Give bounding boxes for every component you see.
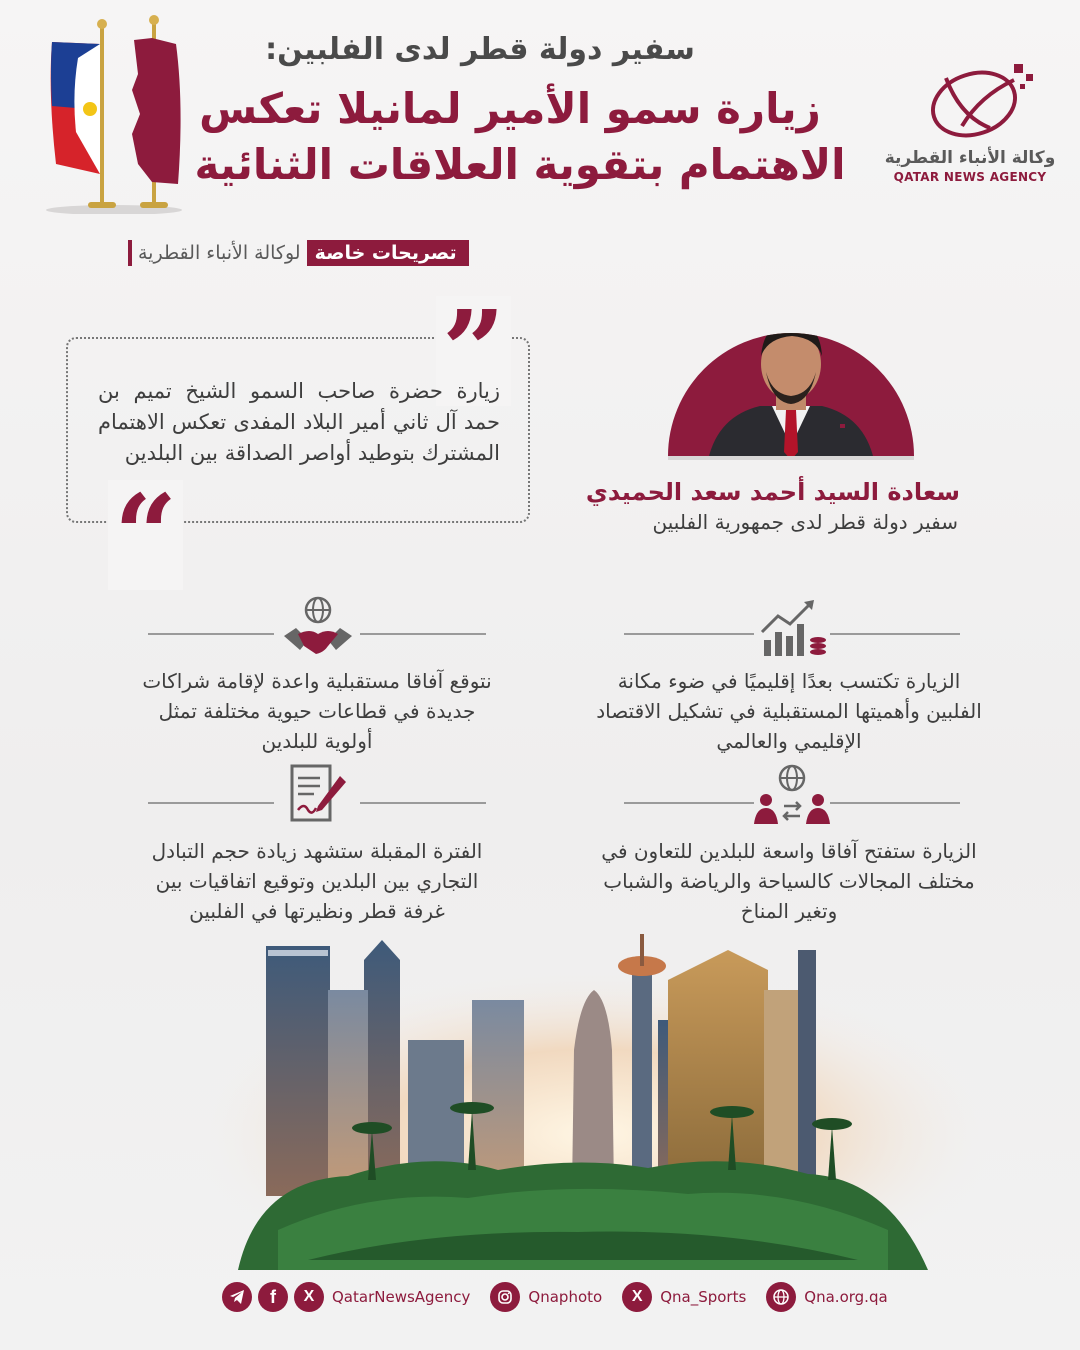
qna-logo-icon	[902, 56, 1052, 148]
closing-quote-icon: ”	[436, 296, 511, 406]
divider	[360, 802, 486, 804]
divider	[360, 633, 486, 635]
people-exchange-globe-icon	[752, 762, 832, 830]
divider	[148, 633, 274, 635]
divider	[624, 802, 754, 804]
divider	[830, 802, 960, 804]
opening-quote-icon: “	[108, 480, 183, 590]
divider	[148, 802, 274, 804]
instagram-icon[interactable]	[490, 1282, 520, 1312]
x-icon[interactable]: X	[294, 1282, 324, 1312]
social-footer	[222, 1280, 908, 1314]
account-qatarnewsagency[interactable]: QatarNewsAgency	[332, 1288, 471, 1306]
headline-line-1: زيارة سمو الأمير لمانيلا تعكس	[199, 84, 821, 133]
growth-chart-icon	[754, 596, 834, 664]
headline-subtitle: سفير دولة قطر لدى الفلبين:	[265, 32, 695, 67]
tag-rest: لوكالة الأنباء القطرية	[138, 242, 301, 264]
facebook-icon[interactable]: f	[258, 1282, 288, 1312]
handshake-globe-icon	[278, 594, 358, 662]
speaker-role: سفير دولة قطر لدى جمهورية الفلبين	[652, 510, 958, 534]
point-text: الزيارة تكتسب بعدًا إقليميًا في ضوء مكانة الفلبين وأهميتها المستقبلية في تشكيل الاقتصاد الإقليمي والعالمي	[596, 669, 982, 753]
telegram-icon[interactable]	[222, 1282, 252, 1312]
logo-name-arabic: وكالة الأنباء القطرية	[884, 148, 1056, 168]
source-tag	[128, 238, 469, 268]
point-text: الزيارة ستفتح آفاقا واسعة للبلدين للتعاون في مختلف المجالات كالسياحة والرياضة والشباب وتغير المناخ	[601, 839, 977, 923]
contract-signing-icon	[278, 762, 358, 830]
logo-name-english: QATAR NEWS AGENCY	[893, 170, 1047, 184]
website-link[interactable]: Qna.org.qa	[804, 1288, 888, 1306]
speaker-name: سعادة السيد أحمد سعد الحميدي	[585, 478, 960, 506]
headline-line-2: الاهتمام بتقوية العلاقات الثنائية	[194, 140, 846, 189]
globe-icon[interactable]	[766, 1282, 796, 1312]
tag-bar-left	[128, 240, 132, 266]
flags-illustration	[28, 14, 198, 214]
doha-skyline-illustration	[168, 930, 988, 1270]
tag-bar-right	[465, 240, 469, 266]
ambassador-portrait	[668, 306, 914, 460]
tag-highlight: تصريحات خاصة	[307, 240, 465, 266]
account-qna-sports[interactable]: Qna_Sports	[660, 1288, 747, 1306]
point-text: نتوقع آفاقا مستقبلية واعدة لإقامة شراكات جديدة في قطاعات حيوية مختلفة تمثل أولوية للبلدين	[142, 669, 492, 753]
account-qnaphoto[interactable]: Qnaphoto	[528, 1288, 603, 1306]
x-icon[interactable]: X	[622, 1282, 652, 1312]
divider	[624, 633, 754, 635]
divider	[830, 633, 960, 635]
quote-text: زيارة حضرة صاحب السمو الشيخ تميم بن حمد آل ثاني أمير البلاد المفدى تعكس الاهتمام المشترك بتوطيد أواصر الصداقة بين البلدين	[98, 379, 500, 465]
point-text: الفترة المقبلة ستشهد زيادة حجم التبادل التجاري بين البلدين وتوقيع اتفاقيات بين غرفة قطر ونظيرتها في الفلبين	[151, 839, 483, 923]
